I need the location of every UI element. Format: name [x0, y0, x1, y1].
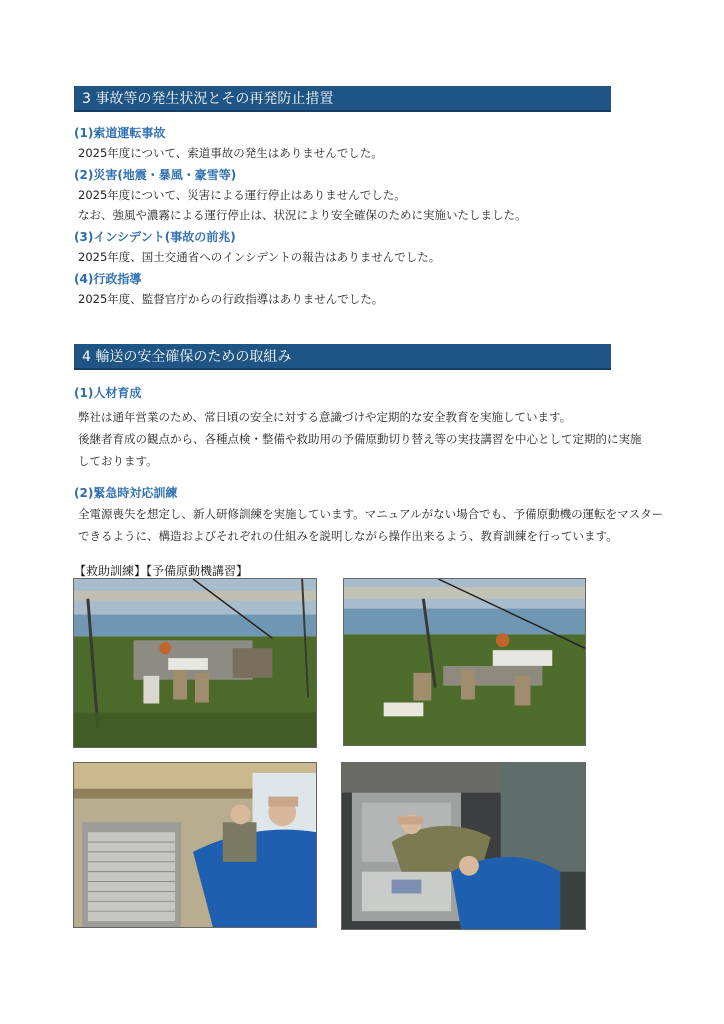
section-4-item-1-heading: (1)人材育成 [74, 386, 142, 400]
section-3-item-2-text-2: なお、強風や濃霧による運行停止は、状況により安全確保のために実施いたしました。 [78, 208, 527, 222]
section-4-item-1-text-3: しております。 [78, 454, 158, 468]
section-4-item-2-text-2: できるように、構造およびそれぞれの仕組みを説明しながら操作出来るよう、教育訓練を行っています。 [78, 529, 618, 543]
photo-rescue-training-1 [73, 578, 317, 748]
section-3-item-3-text: 2025年度、国土交通省へのインシデントの報告はありませんでした。 [78, 250, 441, 264]
section-4-item-2-heading: (2)緊急時対応訓練 [74, 486, 178, 500]
photo-backup-engine-training-2 [341, 762, 586, 930]
section-4-header: 4 輸送の安全確保のための取組み [74, 344, 611, 370]
section-3-header: 3 事故等の発生状況とその再発防止措置 [74, 86, 611, 112]
section-3-item-2-heading: (2)災害(地震・暴風・豪雪等) [74, 168, 237, 182]
section-3-item-1-heading: (1)索道運転事故 [74, 126, 166, 140]
section-3-item-3-heading: (3)インシデント(事故の前兆) [74, 230, 236, 244]
section-3-item-4-text: 2025年度、監督官庁からの行政指導はありませんでした。 [78, 292, 384, 306]
section-4-item-1-text-2: 後継者育成の観点から、各種点検・整備や救助用の予備原動切り替え等の実技講習を中心として定期的に実施 [78, 432, 642, 446]
section-3-item-2-text-1: 2025年度について、災害による運行停止はありませんでした。 [78, 188, 406, 202]
section-4-item-2-text-1: 全電源喪失を想定し、新人研修訓練を実施しています。マニュアルがない場合でも、予備原動機の運転をマスター [78, 507, 664, 521]
section-4-item-1-text-1: 弊社は通年営業のため、常日頃の安全に対する意識づけや定期的な安全教育を実施しています。 [78, 410, 572, 424]
photo-rescue-training-2 [343, 578, 586, 746]
section-3-item-1-text: 2025年度について、索道事故の発生はありませんでした。 [78, 146, 383, 160]
photos-caption: 【救助訓練】【予備原動機講習】 [74, 564, 249, 578]
photo-backup-engine-training-1 [73, 762, 317, 928]
section-3-item-4-heading: (4)行政指導 [74, 272, 142, 286]
